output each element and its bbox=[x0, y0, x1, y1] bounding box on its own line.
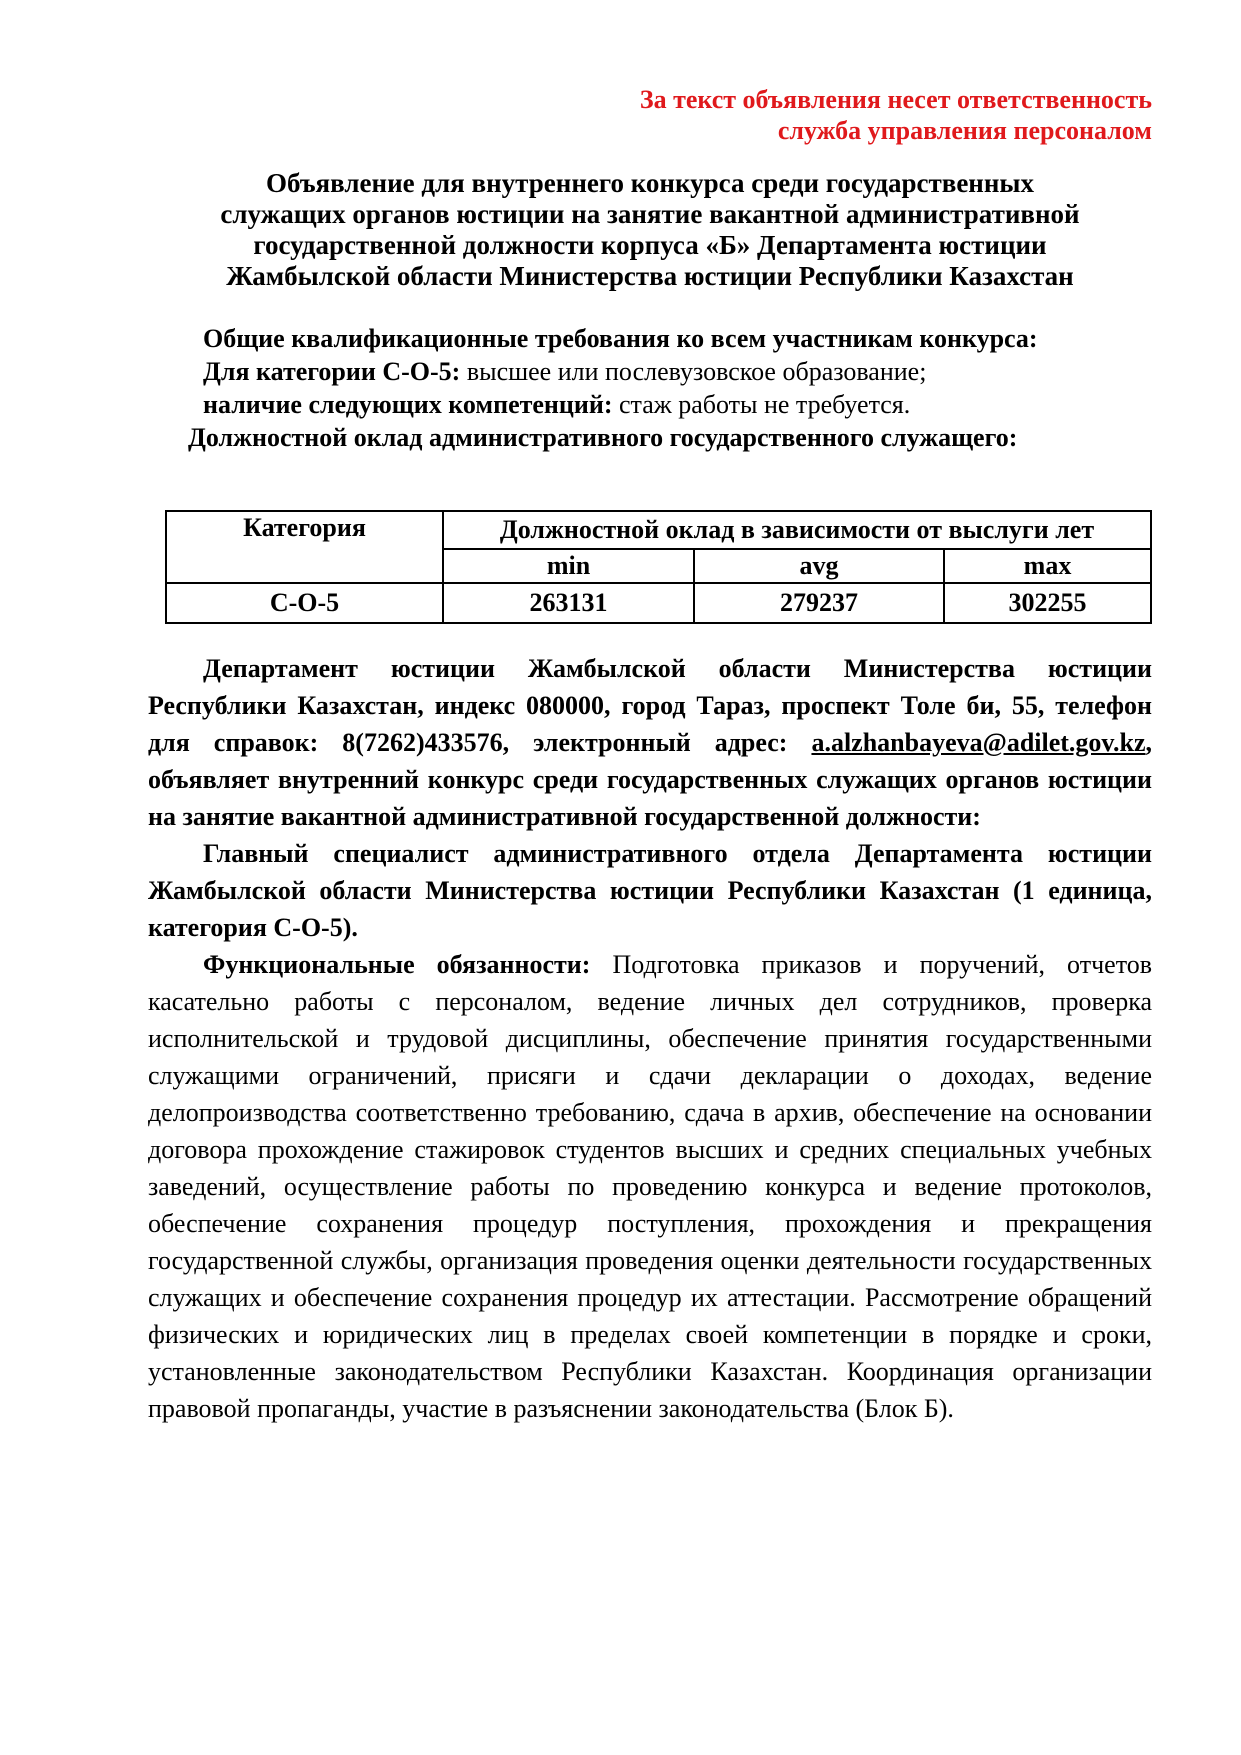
qualification-category-label: Для категории С-О-5: bbox=[203, 357, 461, 386]
announcement-after-email: , объявляет внутренний конкурс среди государственных служащих органов юстиции на занятие вакантной административной государственной должности: bbox=[148, 728, 1152, 831]
duties-label: Функциональные обязанности: bbox=[203, 950, 591, 979]
salary-table-subheader-max: max bbox=[944, 549, 1151, 583]
document-title-line-3: государственной должности корпуса «Б» Департамента юстиции bbox=[253, 230, 1047, 260]
document-title bbox=[148, 168, 1152, 292]
announcement-before-email: Департамент юстиции Жамбылской области Министерства юстиции Республики Казахстан, индекс 080000, город Тараз, проспект Толе би, 55, телефон для справок: 8(7262)433576, электронный адрес: bbox=[148, 654, 1152, 757]
document-title-line-4: Жамбылской области Министерства юстиции Республики Казахстан bbox=[226, 261, 1074, 291]
qualification-category-text: высшее или послевузовское образование; bbox=[460, 357, 927, 386]
qualification-competency-label: наличие следующих компетенций: bbox=[203, 390, 613, 419]
qualification-competency-line bbox=[148, 388, 1152, 421]
salary-table-avg-value: 279237 bbox=[694, 583, 944, 623]
qualification-competency-text: стаж работы не требуется. bbox=[612, 390, 911, 419]
announcement-paragraph bbox=[148, 650, 1152, 835]
salary-table bbox=[165, 510, 1152, 624]
responsibility-note bbox=[148, 84, 1152, 146]
salary-table-salary-header: Должностной оклад в зависимости от выслуги лет bbox=[443, 511, 1151, 549]
email-link[interactable]: a.alzhanbayeva@adilet.gov.kz bbox=[811, 728, 1146, 757]
salary-table-category-value: С-О-5 bbox=[166, 583, 443, 623]
salary-table-subheader-avg: avg bbox=[694, 549, 944, 583]
salary-heading: Должностной оклад административного государственного служащего: bbox=[188, 423, 1018, 452]
salary-table-data-row bbox=[166, 583, 1151, 623]
salary-table-header-row bbox=[166, 511, 1151, 549]
qualifications-intro: Общие квалификационные требования ко всем участникам конкурса: bbox=[203, 324, 1038, 353]
position-paragraph: Главный специалист административного отдела Департамента юстиции Жамбылской области Министерства юстиции Республики Казахстан (1 единица, категория С-О-5). bbox=[148, 839, 1152, 942]
document-title-line-2: служащих органов юстиции на занятие вакантной административной bbox=[220, 199, 1080, 229]
salary-table-category-header: Категория bbox=[166, 511, 443, 583]
responsibility-note-line-1: За текст объявления несет ответственность bbox=[639, 85, 1152, 114]
salary-table-max-value: 302255 bbox=[944, 583, 1151, 623]
duties-paragraph bbox=[148, 946, 1152, 1427]
salary-table-subheader-min: min bbox=[443, 549, 694, 583]
responsibility-note-line-2: служба управления персоналом bbox=[777, 116, 1152, 145]
duties-text: Подготовка приказов и поручений, отчетов касательно работы с персоналом, ведение личных дел сотрудников, проверка исполнительской и трудовой дисциплины, обеспечение принятия государственными служащими ограничений, присяги и сдачи декларации о доходах, ведение делопроизводства соответственно требованию, сдача в архив, обеспечение на основании договора прохождение стажировок студентов высших и средних специальных учебных заведений, осуществление работы по проведению конкурса и ведение протоколов, обеспечение сохранения процедур поступления, прохождения и прекращения государственной службы, организация проведения оценки деятельности государственных служащих и обеспечение сохранения процедур их аттестации. Рассмотрение обращений физических и юридических лиц в пределах своей компетенции в порядке и сроки, установленные законодательством Республики Казахстан. Координация организации правовой пропаганды, участие в разъяснении законодательства (Блок Б). bbox=[148, 950, 1152, 1423]
salary-table-min-value: 263131 bbox=[443, 583, 694, 623]
qualification-category-line bbox=[148, 355, 1152, 388]
document-title-line-1: Объявление для внутреннего конкурса среди государственных bbox=[265, 168, 1034, 198]
